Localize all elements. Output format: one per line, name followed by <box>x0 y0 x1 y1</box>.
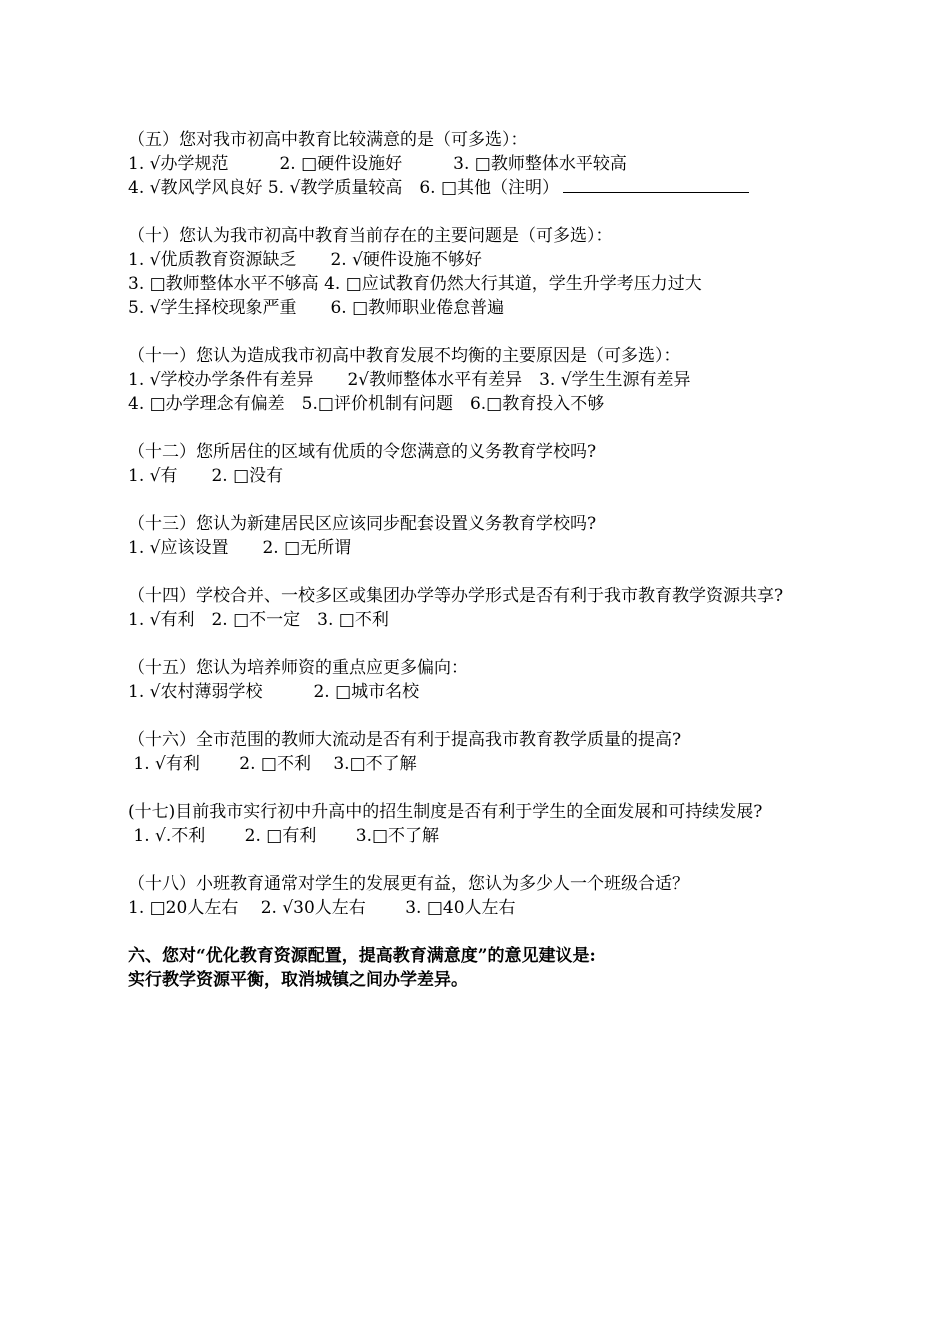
answer-line: 1. □20人左右 2. √30人左右 3. □40人左右 <box>128 898 516 918</box>
answer-line: 1. √有利 2. □不利 3.□不了解 <box>128 754 417 774</box>
question-14 <box>128 584 828 632</box>
answer-line: 4. □办学理念有偏差 5.□评价机制有问题 6.□教育投入不够 <box>128 394 605 414</box>
answer-line: 1. √.不利 2. □有利 3.□不了解 <box>128 826 440 846</box>
question-16 <box>128 728 828 776</box>
answer-line: 1. √学校办学条件有差异 2√教师整体水平有差异 3. √学生生源有差异 <box>128 370 691 390</box>
answer-line: 1. √优质教育资源缺乏 2. √硬件设施不够好 <box>128 250 482 270</box>
question-title: （十）您认为我市初高中教育当前存在的主要问题是（可多选）： <box>128 226 613 246</box>
question-12 <box>128 440 828 488</box>
suggestion-heading: 六、您对“优化教育资源配置，提高教育满意度”的意见建议是: <box>128 946 596 966</box>
question-title: （十二）您所居住的区域有优质的令您满意的义务教育学校吗? <box>128 442 597 462</box>
answer-line: 3. □教师整体水平不够高 4. □应试教育仍然大行其道，学生升学考压力过大 <box>128 274 702 294</box>
question-15 <box>128 656 828 704</box>
question-title: （十三）您认为新建居民区应该同步配套设置义务教育学校吗? <box>128 514 597 534</box>
question-title: (十七)目前我市实行初中升高中的招生制度是否有利于学生的全面发展和可持续发展? <box>128 802 763 822</box>
question-10 <box>128 224 828 320</box>
answer-line <box>128 176 828 200</box>
question-title: （十五）您认为培养师资的重点应更多偏向： <box>128 658 468 678</box>
answer-line: 5. √学生择校现象严重 6. □教师职业倦怠普遍 <box>128 298 505 318</box>
suggestion-answer: 实行教学资源平衡，取消城镇之间办学差异。 <box>128 970 468 990</box>
question-13 <box>128 512 828 560</box>
fill-in-blank <box>563 176 749 193</box>
question-title: （十一）您认为造成我市初高中教育发展不均衡的主要原因是（可多选）： <box>128 346 681 366</box>
question-title: （十四）学校合并、一校多区或集团办学等办学形式是否有利于我市教育教学资源共享? <box>128 586 784 606</box>
question-title: （十八）小班教育通常对学生的发展更有益，您认为多少人一个班级合适？ <box>128 874 689 894</box>
answer-line-text: 4. √教风学风良好 5. √教学质量较高 6. □其他（注明） <box>128 178 560 198</box>
answer-line: 1. √有 2. □没有 <box>128 466 284 486</box>
answer-line: 1. √办学规范 2. □硬件设施好 3. □教师整体水平较高 <box>128 154 627 174</box>
question-title: （五）您对我市初高中教育比较满意的是（可多选）： <box>128 130 528 150</box>
question-5 <box>128 128 828 200</box>
survey-content <box>128 128 828 992</box>
suggestion-section <box>128 944 828 992</box>
question-title: （十六）全市范围的教师大流动是否有利于提高我市教育教学质量的提高? <box>128 730 682 750</box>
question-17 <box>128 800 828 848</box>
question-18 <box>128 872 828 920</box>
answer-line: 1. √农村薄弱学校 2. □城市名校 <box>128 682 420 702</box>
question-11 <box>128 344 828 416</box>
answer-line: 1. √有利 2. □不一定 3. □不利 <box>128 610 389 630</box>
answer-line: 1. √应该设置 2. □无所谓 <box>128 538 352 558</box>
